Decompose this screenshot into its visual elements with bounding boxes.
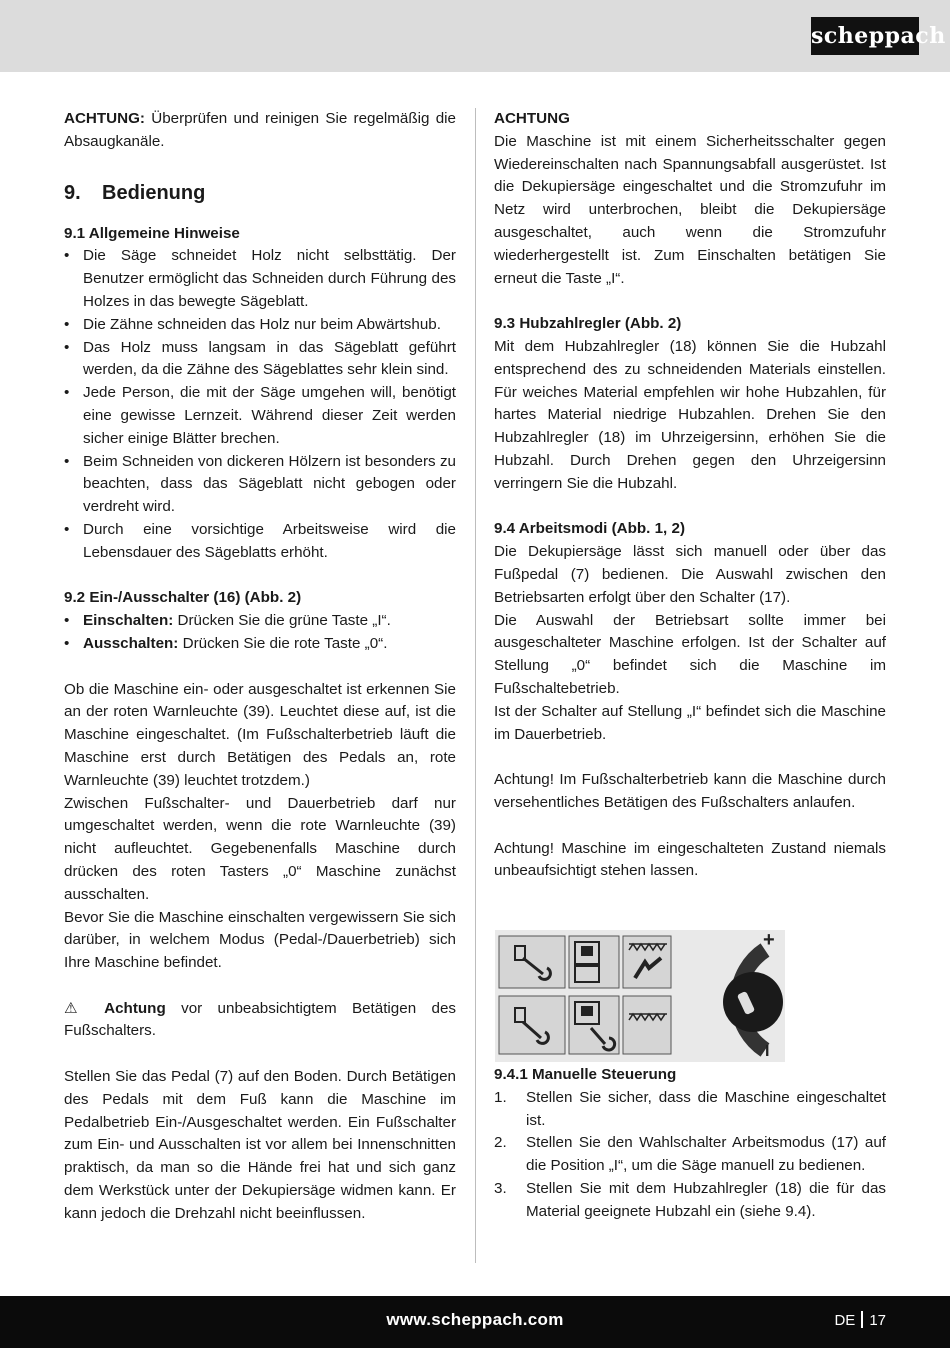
list-item: • Das Holz muss langsam in das Sägeblatt geführt werden, da die Zähne des Sägeblattes sehr klein sind. [64,337,456,383]
paragraph: Die Dekupiersäge lässt sich manuell oder über das Fußpedal (7) bedienen. Die Auswahl zwischen den Betriebsarten erfolgt über den Schalter (17). [494,543,886,606]
header-bar [0,0,950,72]
achtung-heading: ACHTUNG [494,110,570,127]
item-number: 2. [494,1134,507,1152]
list-item: • Die Zähne schneiden das Holz nur beim Abwärtshub. [64,314,456,337]
list-item [494,1087,886,1133]
list-item-off [64,633,456,656]
paragraph: Die Auswahl der Betriebsart sollte immer bei ausgeschalteter Maschine erfolgen. Ist der Schalter auf Stellung „0“ befindet sich die Maschine im Fußschaltebetrieb. [494,611,886,697]
s91-heading: 9.1 Allgemeine Hinweise [64,224,240,242]
website-link[interactable]: www.scheppach.com [386,1310,564,1329]
warning-paragraph: Achtung! Im Fußschalterbetrieb kann die Maschine durch versehentliches Betätigen des Fußschalters anlaufen. [494,771,886,811]
language-code: DE [834,1312,856,1329]
s91-list [64,245,456,564]
on-label: Einschalten: [83,612,174,630]
scheppach-logo: scheppach [811,17,919,55]
paragraph: Mit dem Hubzahlregler (18) können Sie die Hubzahl entsprechend des zu schneidenden Materials einstellen. Für weiches Material empfehlen wir hohe Hubzahlen, für hartes Material niedrige Hubzahlen. Drehen Sie den Hubzahlregler (18) im Uhrzeigersinn, erhöhen Sie die Hubzahl. Durch Drehen gegen den Uhrzeigersinn verringern Sie die Hubzahl. [494,337,886,492]
paragraph: Ist der Schalter auf Stellung „I“ befindet sich die Maschine im Dauerbetrieb. [494,702,886,743]
page-number: 17 [869,1312,886,1329]
warning-label: Achtung [104,999,166,1017]
left-column [64,108,456,1226]
control-panel-figure [495,930,785,1062]
s941-list [494,1087,886,1224]
on-text: Drücken Sie die grüne Taste „I“. [173,612,391,630]
page-separator [861,1311,863,1328]
s92-list [64,610,456,656]
paragraph: Stellen Sie das Pedal (7) auf den Boden. Durch Betätigen des Pedals mit dem Fuß kann die Maschine im Pedalbetrieb Ein-/Ausgeschaltet werden. Ein Fußschalter zum Ein- und Ausschalten ist vor allem bei Innenschnitten praktisch, da man so die Hände frei hat und sich ganz dem Werkstück unter der Dekupiersäge widmen kann. Er kann jedoch die Drehzahl nicht beeinflussen. [64,1068,456,1222]
plus-icon: + [763,930,775,951]
footer-bar [0,1296,950,1348]
item-text: Stellen Sie sicher, dass die Maschine eingeschaltet ist. [526,1088,886,1129]
s941-heading: 9.4.1 Manuelle Steuerung [494,1066,677,1084]
paragraph: Ob die Maschine ein- oder ausgeschaltet ist erkennen Sie an der roten Warnleuchte (39). Leuchtet diese auf, ist die Maschine eingeschaltet. (Im Fußschalterbetrieb läuft die Maschine erst durch Betätigen des Pedals an, rote Warnleuchte (39) leuchtet trotzdem.) [64,680,456,789]
list-item [494,1178,886,1224]
section-number: 9. [64,181,81,204]
section-heading [64,177,456,209]
list-item: • Die Säge schneidet Holz nicht selbsttätig. Der Benutzer ermöglicht das Schneiden durch Führung des Holzes in das bewegte Sägeblatt. [64,245,456,313]
list-item: • Beim Schneiden von dickeren Hölzern ist besonders zu beachten, dass das Sägeblatt nicht gebogen oder verdreht wird. [64,451,456,519]
s94-heading: 9.4 Arbeitsmodi (Abb. 1, 2) [494,520,686,538]
item-number: 3. [494,1180,507,1198]
warning-text: vor unbeabsichtigtem Betätigen des Fußschalters. [64,999,456,1040]
off-label: Ausschalten: [83,634,179,652]
achtung-text: Überprüfen und reinigen Sie regelmäßig die Absaugkanäle. [64,110,456,150]
item-text: Stellen Sie den Wahlschalter Arbeitsmodus (17) auf die Position „I“, um die Säge manuell zu bedienen. [526,1134,886,1175]
paragraph: Zwischen Fußschalter- und Dauerbetrieb darf nur umgeschaltet werden, wenn die rote Warnleuchte (39) nicht aufleuchtet. Gegebenenfalls Maschine durch drücken des roten Tasters „0“ Maschine zunächst ausschalten. [64,794,456,903]
s93-heading: 9.3 Hubzahlregler (Abb. 2) [494,315,682,333]
paragraph: Bevor Sie die Maschine einschalten vergewissern Sie sich darüber, in welchem Modus (Pedal-/Dauerbetrieb) sich Ihre Maschine befindet. [64,908,456,972]
list-item [494,1132,886,1178]
list-item: • Jede Person, die mit der Säge umgehen will, benötigt eine gewisse Lernzeit. Während dieser Zeit werden sicher einige Blätter brechen. [64,382,456,450]
item-number: 1. [494,1088,507,1106]
list-item: • Durch eine vorsichtige Arbeitsweise wird die Lebensdauer des Sägeblatts erhöht. [64,519,456,565]
section-title: Bedienung [102,181,206,204]
achtung-note [64,108,456,154]
item-text: Stellen Sie mit dem Hubzahlregler (18) die für das Material geeignete Hubzahl ein (siehe 9.4). [526,1180,886,1220]
warning-triangle-icon: ⚠ [64,999,89,1017]
warning-note [64,998,456,1044]
minus-icon: I [765,1043,770,1060]
paragraph: Die Maschine ist mit einem Sicherheitsschalter gegen Wiedereinschalten nach Spannungsabfall ausgerüstet. Ist die Dekupiersäge eingeschaltet und die Stromzufuhr im Netz wird unterbrochen, bleibt die Dekupiersäge ausgeschaltet, auch wenn die Stromzufuhr wiederhergestellt ist. Zum Einschalten betätigen Sie erneut die Taste „I“. [494,132,886,287]
warning-paragraph: Achtung! Maschine im eingeschalteten Zustand niemals unbeaufsichtigt stehen lassen. [494,839,886,880]
page-indicator [834,1311,886,1329]
list-item-on [64,610,456,633]
off-text: Drücken Sie die rote Taste „0“. [178,634,388,652]
s92-heading: 9.2 Ein-/Ausschalter (16) (Abb. 2) [64,589,302,607]
column-divider [475,108,476,1263]
achtung-label: ACHTUNG: [64,110,145,127]
